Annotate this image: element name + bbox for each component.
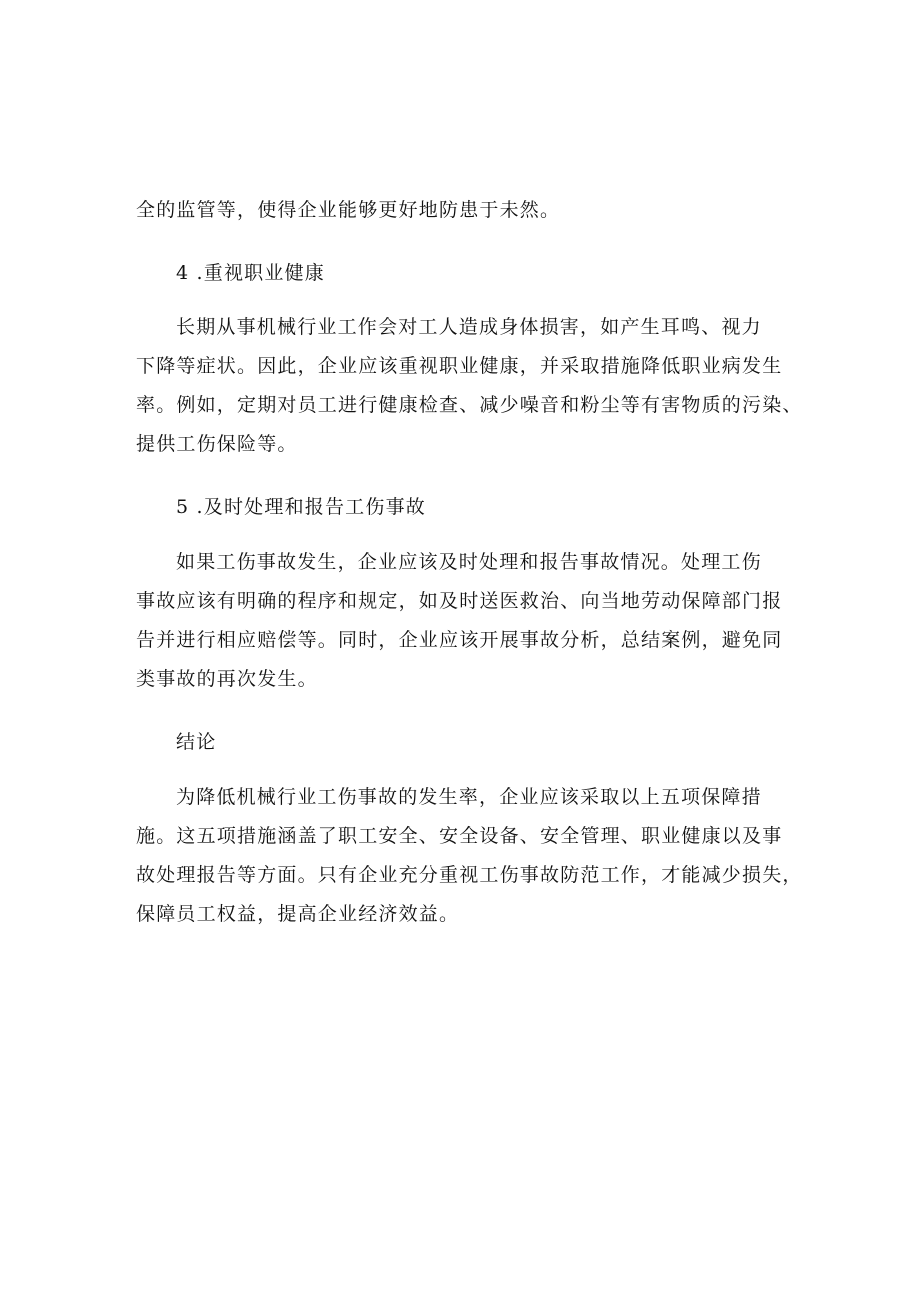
paragraph-text-line: 下降等症状。因此，企业应该重视职业健康，并采取措施降低职业病发生: [136, 355, 783, 377]
section-heading: 5 .及时处理和报告工伤事故: [176, 496, 426, 518]
paragraph-text-line: 长期从事机械行业工作会对工人造成身体损害，如产生耳鸣、视力: [176, 316, 762, 338]
paragraph-text-line: 类事故的再次发生。: [136, 668, 318, 690]
paragraph-text-line: 施。这五项措施涵盖了职工安全、安全设备、安全管理、职业健康以及事: [136, 825, 783, 847]
paragraph-text-line: 保障员工权益，提高企业经济效益。: [136, 903, 460, 925]
paragraph-text-line: 告并进行相应赔偿等。同时，企业应该开展事故分析，总结案例，避免同: [136, 629, 783, 651]
paragraph-text-line: 事故应该有明确的程序和规定，如及时送医救治、向当地劳动保障部门报: [136, 590, 783, 612]
paragraph-text-line: 故处理报告等方面。只有企业充分重视工伤事故防范工作，才能减少损失，: [136, 864, 803, 886]
paragraph-text-line: 提供工伤保险等。: [136, 433, 298, 455]
paragraph-text-line: 为降低机械行业工伤事故的发生率，企业应该采取以上五项保障措: [176, 786, 762, 808]
section-heading: 4 .重视职业健康: [176, 262, 325, 284]
paragraph-text-line: 全的监管等，使得企业能够更好地防患于未然。: [136, 199, 561, 221]
conclusion-heading: 结论: [176, 731, 217, 753]
paragraph-text-line: 率。例如，定期对员工进行健康检查、减少噪音和粉尘等有害物质的污染、: [136, 394, 803, 416]
paragraph-text-line: 如果工伤事故发生，企业应该及时处理和报告事故情况。处理工伤: [176, 551, 762, 573]
